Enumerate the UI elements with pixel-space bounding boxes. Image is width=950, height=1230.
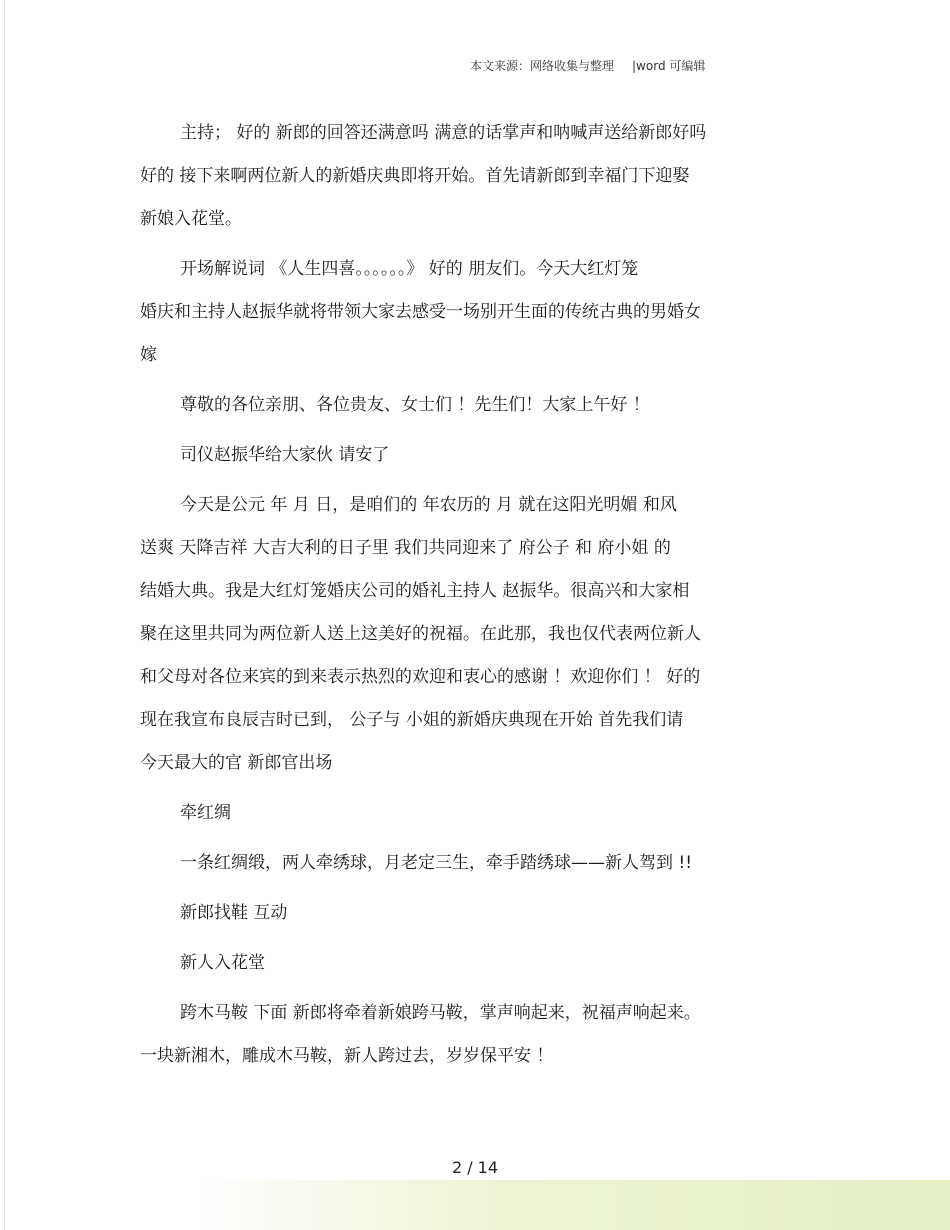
- header-source: 本文来源：网络收集与整理: [470, 59, 615, 73]
- paragraph-line: 新人入花堂: [180, 953, 265, 973]
- footer-decoration: [200, 1180, 950, 1230]
- paragraph-line: 婚庆和主持人赵振华就将带领大家去感受一场别开生面的传统古典的男婚女: [140, 302, 701, 322]
- header-edit-note: |word 可编辑: [632, 59, 706, 73]
- paragraph-line: 今天是公元 年 月 日，是咱们的 年农历的 月 就在这阳光明媚 和风: [180, 495, 677, 515]
- paragraph-line: 结婚大典。我是大红灯笼婚庆公司的婚礼主持人 赵振华。很高兴和大家相: [140, 581, 690, 601]
- paragraph-line: 开场解说词 《人生四喜。。。。。。》 好的 朋友们。今天大红灯笼: [180, 259, 639, 279]
- paragraph-line: 嫁: [140, 345, 157, 365]
- paragraph-line: 今天最大的官 新郎官出场: [140, 753, 333, 773]
- paragraph-line: 和父母对各位来宾的到来表示热烈的欢迎和衷心的感谢 ！欢迎你们 ！ 好的: [140, 667, 701, 687]
- paragraph-line: 新娘入花堂。: [140, 209, 242, 229]
- paragraph-line: 聚在这里共同为两位新人送上这美好的祝福。在此那，我也仅代表两位新人: [140, 624, 701, 644]
- paragraph-line: 尊敬的各位亲朋、各位贵友、女士们 ！先生们！大家上午好 ！: [180, 395, 650, 415]
- paragraph-line: 送爽 天降吉祥 大吉大利的日子里 我们共同迎来了 府公子 和 府小姐 的: [140, 538, 671, 558]
- paragraph-line: 新郎找鞋 互动: [180, 903, 288, 923]
- paragraph-line: 一块新湘木，雕成木马鞍，新人跨过去，岁岁保平安 ！: [140, 1046, 554, 1066]
- paragraph-line: 一条红绸缎，两人牵绣球，月老定三生，牵手踏绣球——新人驾到 !!: [180, 853, 693, 873]
- page-number: 2 / 14: [451, 1158, 499, 1177]
- paragraph-line: 好的 接下来啊两位新人的新婚庆典即将开始。首先请新郎到幸福门下迎娶: [140, 166, 690, 186]
- paragraph-line: 司仪赵振华给大家伙 请安了: [180, 445, 390, 465]
- paragraph-line: 牵红绸: [180, 803, 231, 823]
- page-header: [470, 57, 705, 74]
- paragraph-line: 跨木马鞍 下面 新郎将牵着新娘跨马鞍，掌声响起来，祝福声响起来。: [180, 1003, 701, 1023]
- paragraph-line: 主持； 好的 新郎的回答还满意吗 满意的话掌声和呐喊声送给新郎好吗: [180, 123, 707, 143]
- page-border: [4, 0, 5, 1230]
- document-body: [140, 112, 820, 1078]
- paragraph-line: 现在我宣布良辰吉时已到， 公子与 小姐的新婚庆典现在开始 首先我们请: [140, 710, 684, 730]
